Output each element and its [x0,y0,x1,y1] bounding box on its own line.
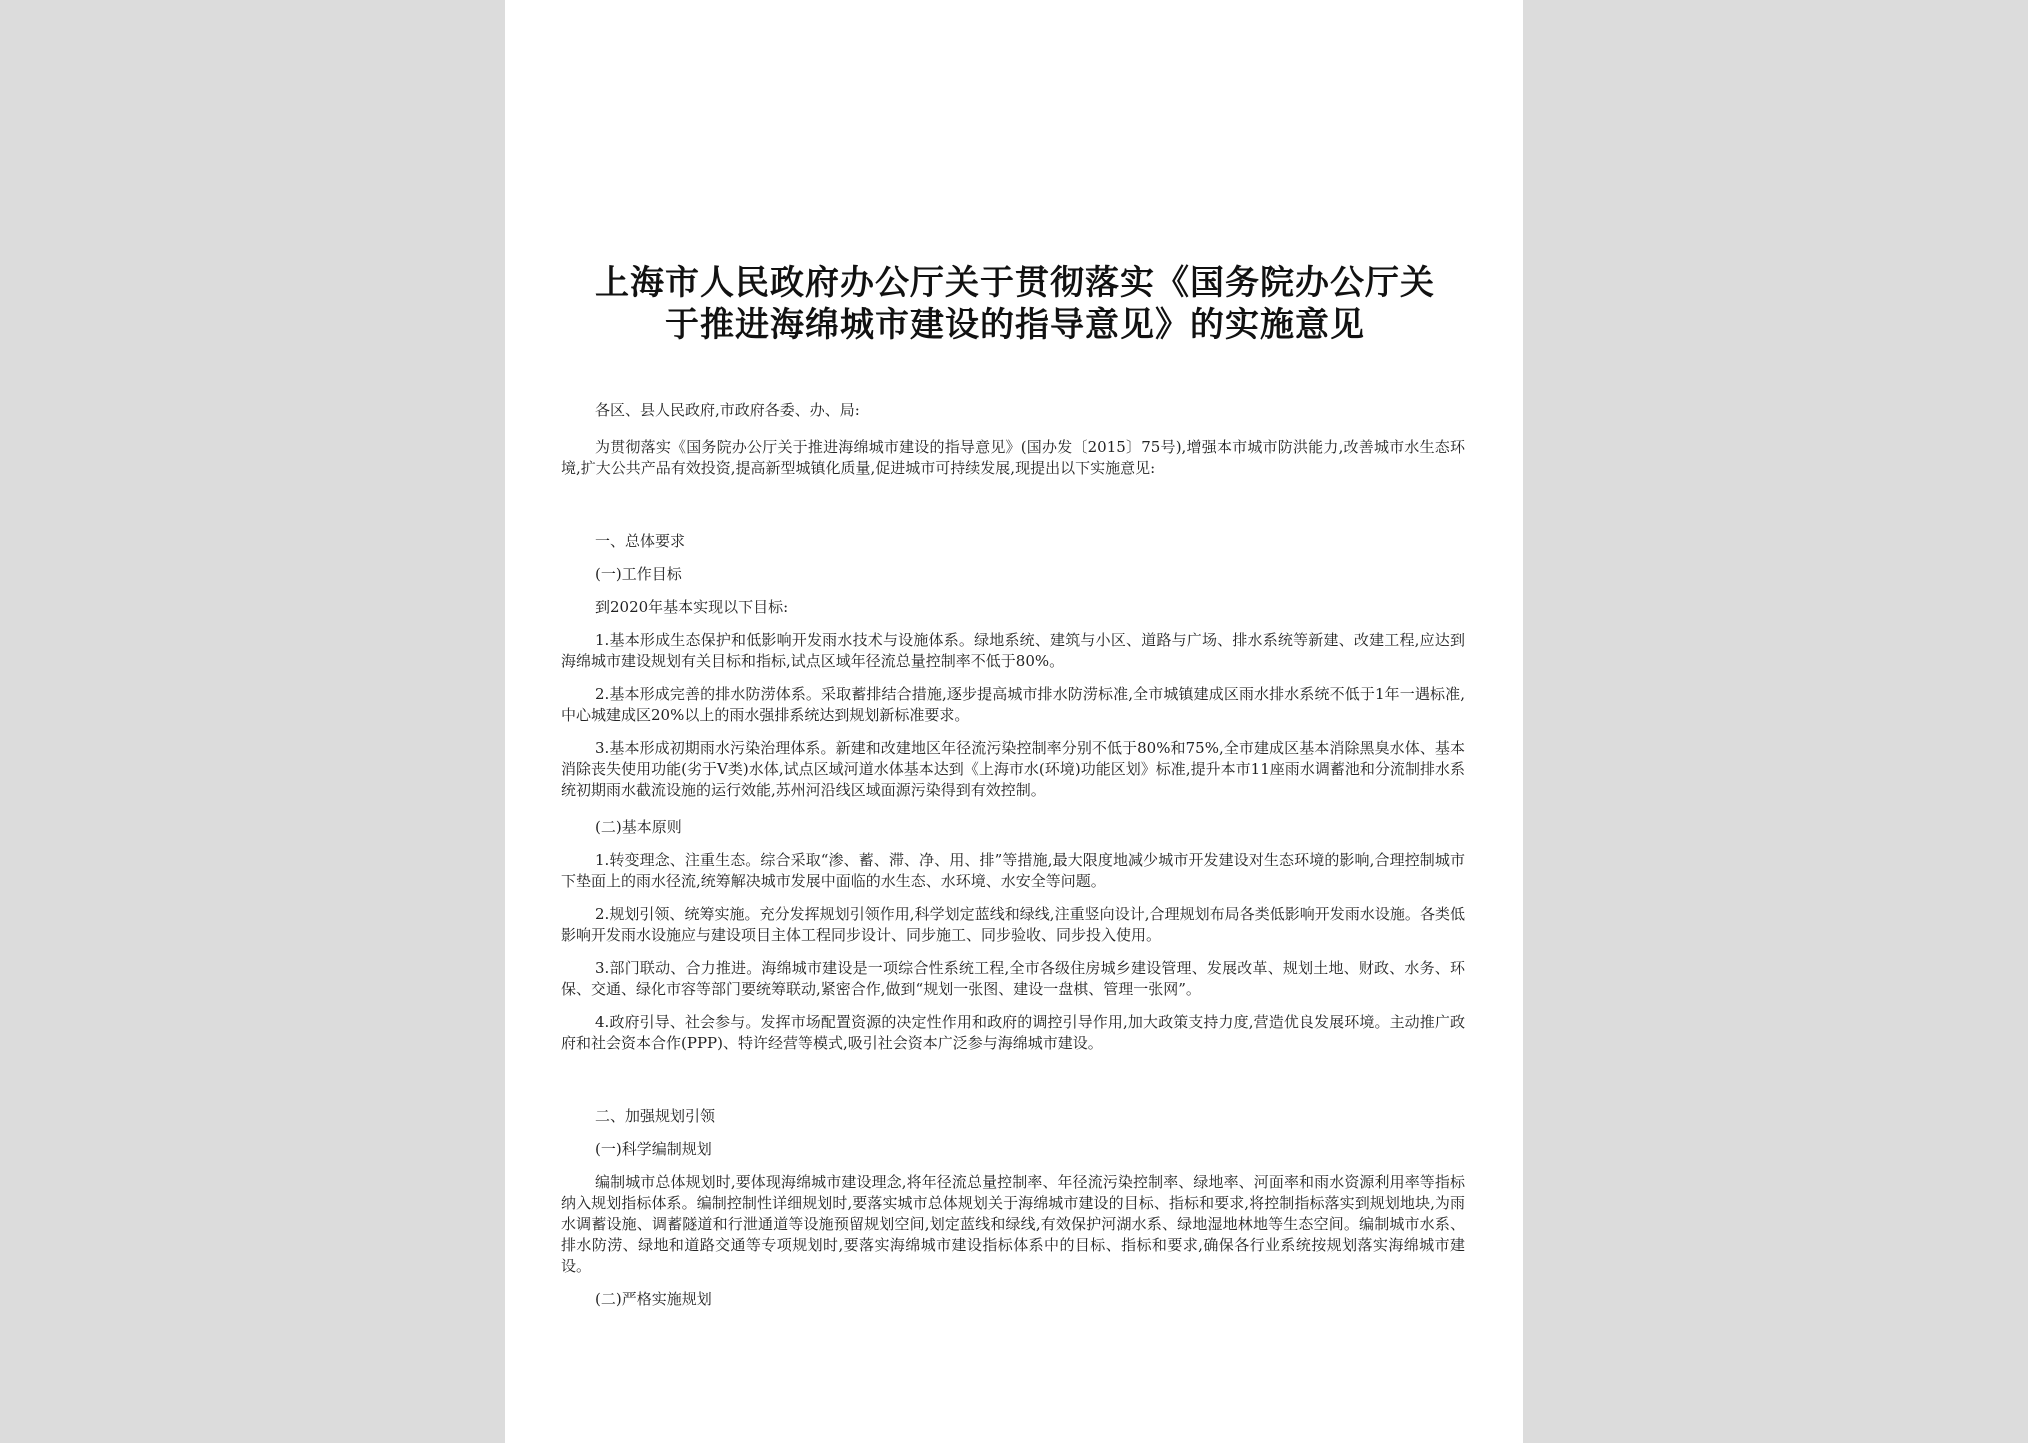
subsection-heading-goals: (一)工作目标 [595,565,682,583]
planning-paragraph: 编制城市总体规划时,要体现海绵城市建设理念,将年径流总量控制率、年径流污染控制率、绿地率、河面率和雨水资源利用率等指标纳入规划指标体系。编制控制性详细规划时,要落实城市总体规划关于海绵城市建设的目标、指标和要求,将控制指标落实到规划地块,为雨水调蓄设施、调蓄隧道和行泄通道等设施预留规划空间,划定蓝线和绿线,有效保护河湖水系、绿地湿地林地等生态空间。编制城市水系、排水防涝、绿地和道路交通等专项规划时,要落实海绵城市建设指标体系中的目标、指标和要求,确保各行业系统按规划落实海绵城市建设。 [561,1173,1465,1275]
principle-2: 2.规划引领、统筹实施。充分发挥规划引领作用,科学划定蓝线和绿线,注重竖向设计,合理规划布局各类低影响开发雨水设施。各类低影响开发雨水设施应与建设项目主体工程同步设计、同步施工、同步验收、同步投入使用。 [561,905,1465,944]
goal-1: 1.基本形成生态保护和低影响开发雨水技术与设施体系。绿地系统、建筑与小区、道路与广场、排水系统等新建、改建工程,应达到海绵城市建设规划有关目标和指标,试点区域年径流总量控制率不低于80%。 [561,631,1465,670]
intro-paragraph: 为贯彻落实《国务院办公厅关于推进海绵城市建设的指导意见》(国办发〔2015〕75号),增强本市城市防洪能力,改善城市水生态环境,扩大公共产品有效投资,提高新型城镇化质量,促进城市可持续发展,现提出以下实施意见: [561,438,1465,477]
section-heading-1: 一、总体要求 [595,532,686,550]
title-line-1: 上海市人民政府办公厅关于贯彻落实《国务院办公厅关 [595,263,1435,303]
goal-2: 2.基本形成完善的排水防涝体系。采取蓄排结合措施,逐步提高城市排水防涝标准,全市城镇建成区雨水排水系统不低于1年一遇标准,中心城建成区20%以上的雨水强排系统达到规划新标准要求。 [561,685,1465,724]
subsection-heading-planning: (一)科学编制规划 [595,1140,712,1158]
subsection-heading-principles: (二)基本原则 [595,818,682,836]
document-title [565,262,1465,346]
goals-lead: 到2020年基本实现以下目标: [595,598,789,616]
principle-4: 4.政府引导、社会参与。发挥市场配置资源的决定性作用和政府的调控引导作用,加大政策支持力度,营造优良发展环境。主动推广政府和社会资本合作(PPP)、特许经营等模式,吸引社会资本广泛参与海绵城市建设。 [561,1013,1465,1052]
salutation: 各区、县人民政府,市政府各委、办、局: [595,401,860,419]
subsection-heading-implementation: (二)严格实施规划 [595,1290,712,1308]
principle-3: 3.部门联动、合力推进。海绵城市建设是一项综合性系统工程,全市各级住房城乡建设管理、发展改革、规划土地、财政、水务、环保、交通、绿化市容等部门要统筹联动,紧密合作,做到“规划一张图、建设一盘棋、管理一张网”。 [561,959,1465,998]
principle-1: 1.转变理念、注重生态。综合采取“渗、蓄、滞、净、用、排”等措施,最大限度地减少城市开发建设对生态环境的影响,合理控制城市下垫面上的雨水径流,统筹解决城市发展中面临的水生态、水环境、水安全等问题。 [561,851,1465,890]
section-heading-2: 二、加强规划引领 [595,1107,716,1125]
goal-3: 3.基本形成初期雨水污染治理体系。新建和改建地区年径流污染控制率分别不低于80%和75%,全市建成区基本消除黑臭水体、基本消除丧失使用功能(劣于V类)水体,试点区域河道水体基本达到《上海市水(环境)功能区划》标准,提升本市11座雨水调蓄池和分流制排水系统初期雨水截流设施的运行效能,苏州河沿线区域面源污染得到有效控制。 [561,739,1465,799]
document-page [505,0,1523,1443]
document-body [561,400,1465,1310]
title-line-2: 于推进海绵城市建设的指导意见》的实施意见 [665,305,1365,345]
